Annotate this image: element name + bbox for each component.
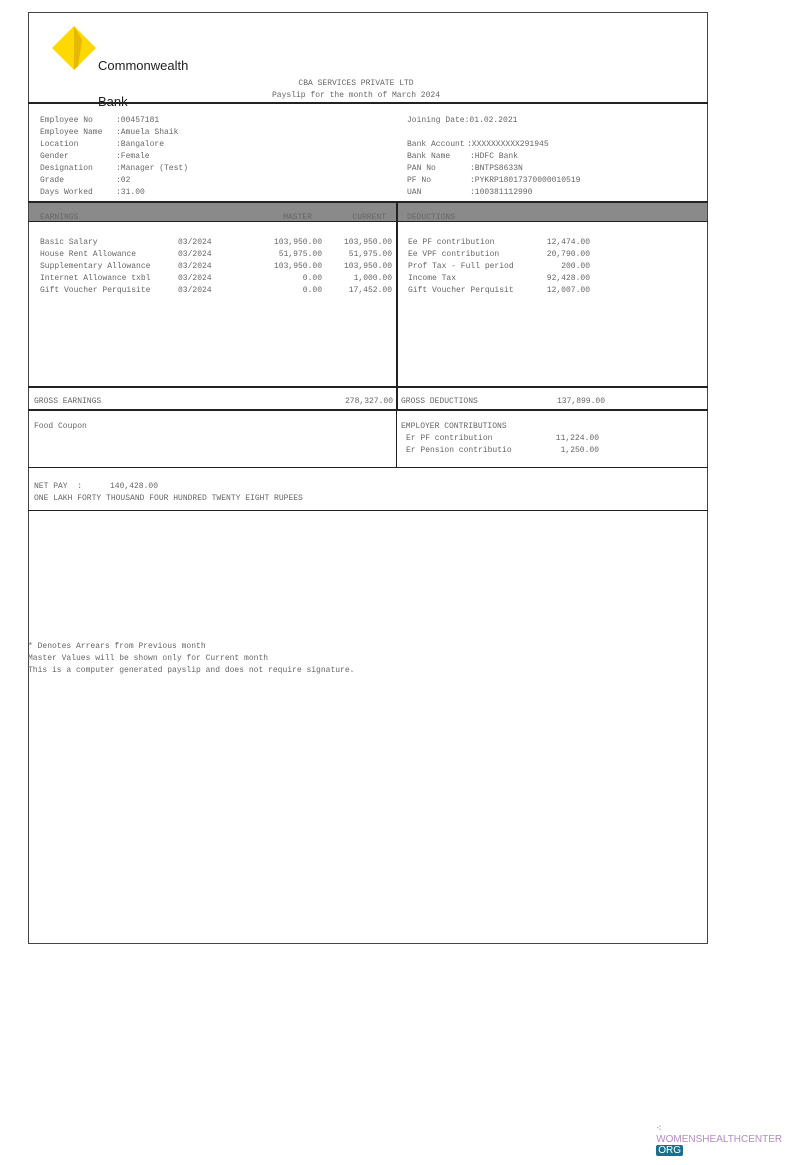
deduction-name: Income Tax xyxy=(408,274,457,283)
earning-master: 103,950.00 xyxy=(273,238,322,247)
deduction-amount: 20,790.00 xyxy=(546,250,590,259)
deduction-name: Prof Tax - Full period xyxy=(408,262,514,271)
earning-name: Supplementary Allowance xyxy=(40,262,151,271)
note: This is a computer generated payslip and does not require signature. xyxy=(28,666,355,675)
divider xyxy=(28,201,708,203)
note: Master Values will be shown only for Current month xyxy=(28,654,269,663)
earning-period: 03/2024 xyxy=(178,274,212,283)
gross-deductions-value: 137,899.00 xyxy=(556,397,605,406)
master-header: MASTER xyxy=(283,213,312,222)
net-pay-label: NET PAY : xyxy=(34,482,83,491)
employer-contribution-amount: 11,224.00 xyxy=(555,434,599,443)
earning-master: 51,975.00 xyxy=(278,250,322,259)
bank-field-value: :100381112990 xyxy=(470,188,533,197)
divider xyxy=(28,102,708,104)
earning-current: 1,000.00 xyxy=(353,274,392,283)
bank-field-label: Bank Name xyxy=(407,152,451,161)
employer-contribution-name: Er PF contribution xyxy=(406,434,493,443)
diamond-logo-icon xyxy=(52,26,96,70)
earning-master: 0.00 xyxy=(302,286,322,295)
employee-field-label: Employee Name xyxy=(40,128,103,137)
watermark-suffix: ORG xyxy=(658,1145,681,1156)
bank-field-label: PF No xyxy=(407,176,432,185)
divider xyxy=(28,386,708,388)
bank-field-label: UAN xyxy=(407,188,422,197)
gross-earnings-value: 278,327.00 xyxy=(344,397,393,406)
employee-field-label: Days Worked xyxy=(40,188,93,197)
column-divider xyxy=(396,410,397,468)
column-divider xyxy=(396,202,398,410)
earnings-header: EARNINGS xyxy=(40,213,79,222)
bank-field-value: :BNTPS8633N xyxy=(470,164,523,173)
deduction-amount: 12,474.00 xyxy=(546,238,590,247)
employer-contributions-title: EMPLOYER CONTRIBUTIONS xyxy=(401,422,507,431)
earning-name: Basic Salary xyxy=(40,238,98,247)
dots-icon: ⁖ xyxy=(656,1124,662,1134)
net-pay-words: ONE LAKH FORTY THOUSAND FOUR HUNDRED TWENTY EIGHT RUPEES xyxy=(34,494,303,503)
employee-field-value: :31.00 xyxy=(116,188,145,197)
employee-field-value: :Female xyxy=(116,152,150,161)
earning-period: 03/2024 xyxy=(178,262,212,271)
deduction-name: Gift Voucher Perquisit xyxy=(408,286,514,295)
earning-current: 17,452.00 xyxy=(348,286,392,295)
deduction-amount: 200.00 xyxy=(561,262,590,271)
employee-field-label: Designation xyxy=(40,164,93,173)
gross-earnings-label: GROSS EARNINGS xyxy=(34,397,102,406)
earning-current: 51,975.00 xyxy=(348,250,392,259)
employee-field-value: :00457181 xyxy=(116,116,160,125)
gross-deductions-label: GROSS DEDUCTIONS xyxy=(401,397,478,406)
logo-line-1: Commonwealth xyxy=(98,58,189,73)
bank-field-value: :PYKRP18017370000010519 xyxy=(470,176,581,185)
employee-field-value: :Amuela Shaik xyxy=(116,128,179,137)
earning-period: 03/2024 xyxy=(178,250,212,259)
deduction-amount: 12,007.00 xyxy=(546,286,590,295)
current-header: CURRENT xyxy=(352,213,386,222)
divider xyxy=(28,467,708,468)
earning-name: House Rent Allowance xyxy=(40,250,137,259)
employee-field-value: :Bangalore xyxy=(116,140,165,149)
earning-period: 03/2024 xyxy=(178,286,212,295)
company-name: CBA SERVICES PRIVATE LTD xyxy=(298,79,414,88)
employer-contribution-name: Er Pension contributio xyxy=(406,446,512,455)
earning-master: 103,950.00 xyxy=(273,262,322,271)
employee-field-label: Gender xyxy=(40,152,69,161)
bank-field-value: :XXXXXXXXXX291945 xyxy=(467,140,549,149)
employee-field-value: :Manager (Test) xyxy=(116,164,189,173)
net-pay-amount: 140,428.00 xyxy=(110,482,159,491)
note: * Denotes Arrears from Previous month xyxy=(28,642,206,651)
deduction-amount: 92,428.00 xyxy=(546,274,590,283)
watermark xyxy=(637,1115,782,1165)
earning-current: 103,950.00 xyxy=(343,262,392,271)
employer-contribution-amount: 1,250.00 xyxy=(560,446,599,455)
deduction-name: Ee VPF contribution xyxy=(408,250,500,259)
employee-field-label: Grade xyxy=(40,176,65,185)
joining-date: Joining Date:01.02.2021 xyxy=(407,116,518,125)
deduction-name: Ee PF contribution xyxy=(408,238,495,247)
earning-period: 03/2024 xyxy=(178,238,212,247)
employee-field-label: Employee No xyxy=(40,116,93,125)
watermark-text: WOMENSHEALTHCENTER xyxy=(656,1134,783,1145)
employee-field-label: Location xyxy=(40,140,79,149)
bank-field-value: :HDFC Bank xyxy=(470,152,519,161)
earning-name: Gift Voucher Perquisite xyxy=(40,286,151,295)
employee-field-value: :02 xyxy=(116,176,131,185)
bank-field-label: Bank Account xyxy=(407,140,465,149)
earning-master: 0.00 xyxy=(302,274,322,283)
bank-field-label: PAN No xyxy=(407,164,436,173)
divider xyxy=(28,409,708,411)
divider xyxy=(28,510,708,511)
bank-logo xyxy=(34,22,204,78)
earning-name: Internet Allowance txbl xyxy=(40,274,151,283)
earning-current: 103,950.00 xyxy=(343,238,392,247)
deductions-header: DEDUCTIONS xyxy=(407,213,456,222)
food-coupon: Food Coupon xyxy=(34,422,87,431)
payslip-title: Payslip for the month of March 2024 xyxy=(271,91,441,100)
